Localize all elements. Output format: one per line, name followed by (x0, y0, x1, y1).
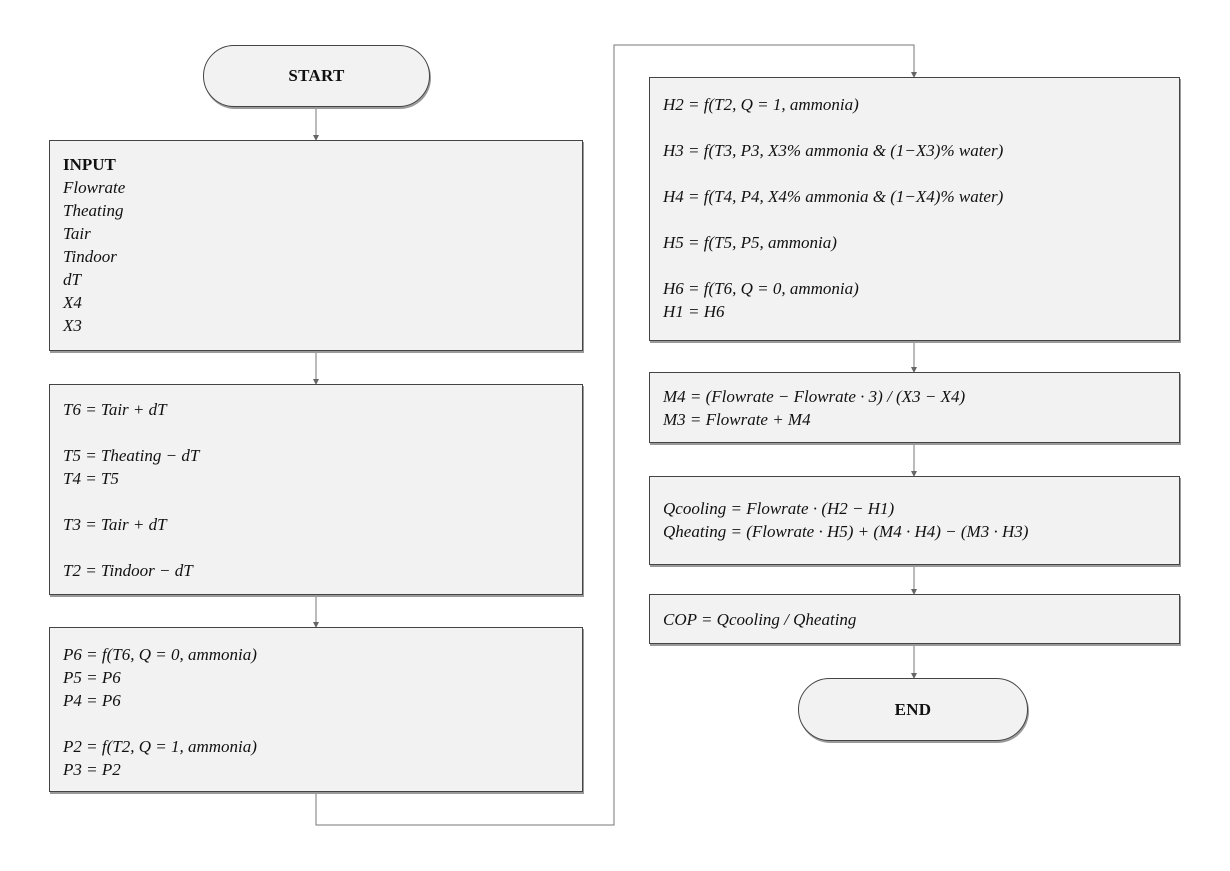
start-label: START (288, 66, 345, 85)
end-label: END (894, 699, 932, 719)
formula-line: P4 = P6 (63, 691, 121, 710)
enthalpy-box (649, 77, 1180, 341)
input-item: Tair (63, 224, 91, 243)
input-item: dT (63, 270, 81, 289)
formula-line: T5 = Theating − dT (63, 446, 200, 465)
input-heading: INPUT (63, 155, 116, 174)
formula-line: T3 = Tair + dT (63, 515, 167, 534)
formula-line: M3 = Flowrate + M4 (663, 410, 811, 429)
heat-box (649, 476, 1180, 565)
formula-line: H6 = f(T6, Q = 0, ammonia) (663, 279, 859, 298)
input-item: X4 (63, 293, 82, 312)
formula-line: H4 = f(T4, P4, X4% ammonia & (1−X4)% water) (663, 187, 1004, 206)
mass-box (649, 372, 1180, 443)
formula-line: P2 = f(T2, Q = 1, ammonia) (63, 737, 257, 756)
formula-line: H2 = f(T2, Q = 1, ammonia) (663, 95, 859, 114)
formula-line: P3 = P2 (63, 760, 121, 779)
pressure-box (49, 627, 583, 792)
start-terminal (203, 45, 430, 107)
input-box (49, 140, 583, 351)
formula-line: M4 = (Flowrate − Flowrate · 3) / (X3 − X4) (663, 387, 966, 406)
formula-line: COP = Qcooling / Qheating (663, 610, 857, 629)
formula-line: T6 = Tair + dT (63, 400, 167, 419)
formula-line: P6 = f(T6, Q = 0, ammonia) (63, 645, 257, 664)
temperature-box (49, 384, 583, 595)
formula-line: P5 = P6 (63, 668, 121, 687)
input-item: X3 (63, 316, 82, 335)
formula-line: H1 = H6 (663, 302, 725, 321)
formula-line: T2 = Tindoor − dT (63, 561, 193, 580)
formula-line: Qheating = (Flowrate · H5) + (M4 · H4) − (M3 · H3) (663, 522, 1029, 541)
formula-line: Qcooling = Flowrate · (H2 − H1) (663, 499, 895, 518)
formula-line: H5 = f(T5, P5, ammonia) (663, 233, 837, 252)
input-item: Flowrate (63, 178, 126, 197)
formula-line: T4 = T5 (63, 469, 119, 488)
end-terminal (798, 678, 1028, 741)
cop-box (649, 594, 1180, 644)
input-item: Theating (63, 201, 124, 220)
formula-line: H3 = f(T3, P3, X3% ammonia & (1−X3)% water) (663, 141, 1004, 160)
input-item: Tindoor (63, 247, 117, 266)
